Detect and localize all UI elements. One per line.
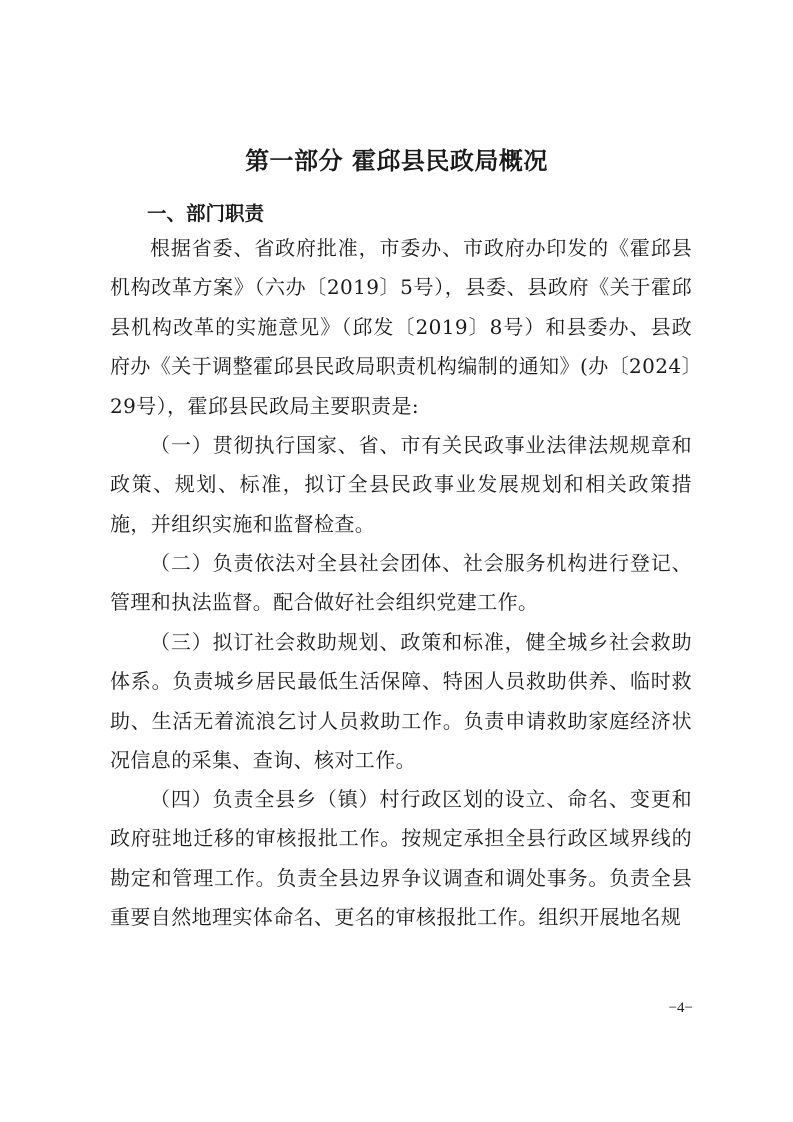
page-title: 第一部分 霍邱县民政局概况 (245, 147, 548, 175)
section-heading: 一、部门职责 (147, 202, 265, 225)
page-number: −4− (668, 1000, 693, 1016)
paragraph-intro: 根据省委、省政府批准，市委办、市政府办印发的《霍邱县机构改革方案》（六办〔2019〕5号），县委、县政府《关于霍邱县机构改革的实施意见》（邱发〔2019〕8号）和县委办、县政府办《关于调整霍邱县民政局职责机构编制的通知》(办〔2024〕29号），霍邱县民政局主要职责是: (110, 236, 692, 418)
paragraph-duty-3: （三）拟订社会救助规划、政策和标准，健全城乡社会救助体系。负责城乡居民最低生活保障、特困人员救助供养、临时救助、生活无着流浪乞讨人员救助工作。负责申请救助家庭经济状况信息的采集、查询、核对工作。 (110, 630, 692, 773)
paragraph-duty-2: （二）负责依法对全县社会团体、社会服务机构进行登记、管理和执法监督。配合做好社会组织党建工作。 (110, 551, 692, 615)
paragraph-duty-4: （四）负责全县乡（镇）村行政区划的设立、命名、变更和政府驻地迁移的审核报批工作。按规定承担全县行政区域界线的勘定和管理工作。负责全县边界争议调查和调处事务。负责全县重要自然地理实体命名、更名的审核报批工作。组织开展地名规 (110, 787, 692, 930)
paragraph-duty-1: （一）贯彻执行国家、省、市有关民政事业法律法规规章和政策、规划、标准，拟订全县民政事业发展规划和相关政策措施，并组织实施和监督检查。 (110, 433, 692, 536)
